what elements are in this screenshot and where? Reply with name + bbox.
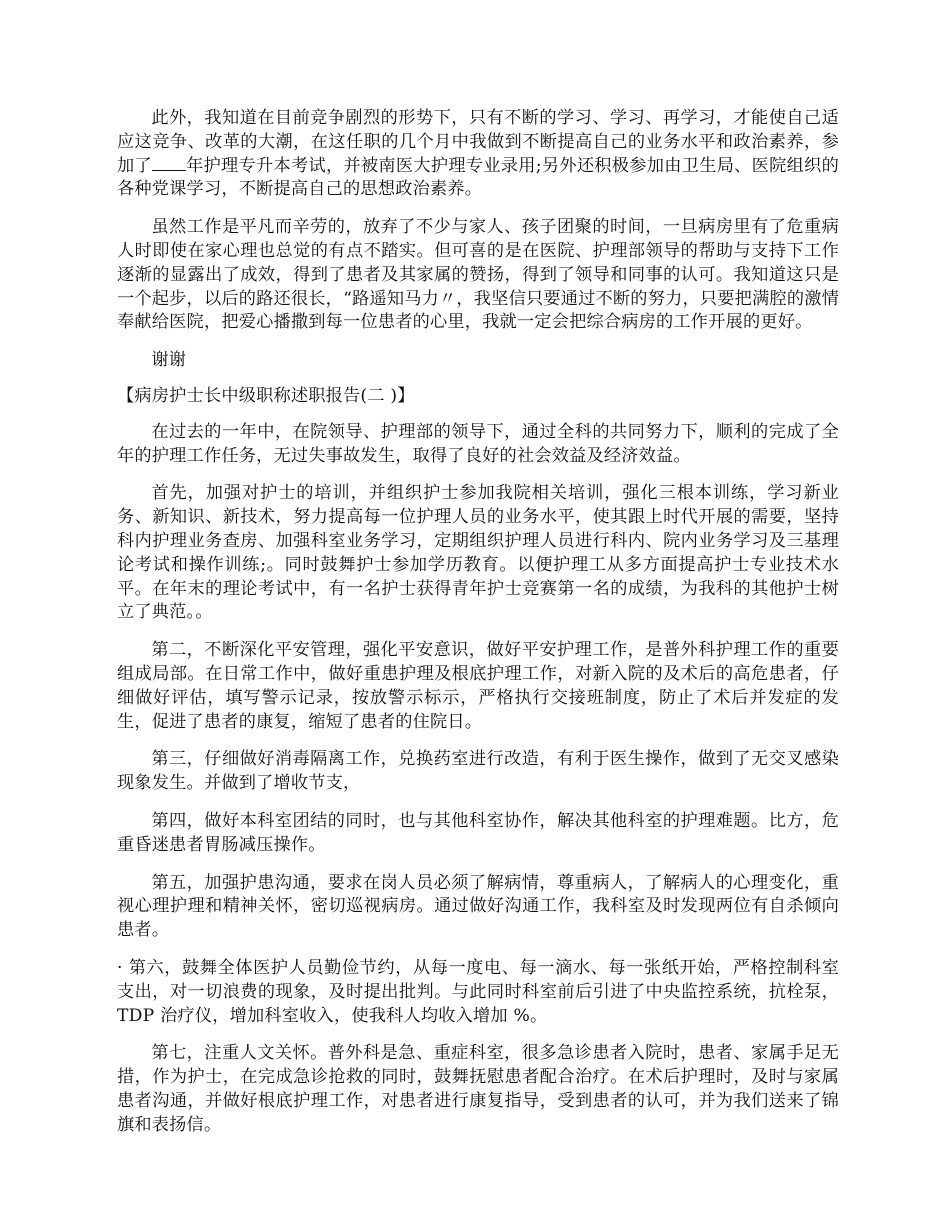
paragraph-summary: 在过去的一年中，在院领导、护理部的领导下，通过全科的共同努力下，顺利的完成了全年的护理工作任务，无过失事故发生，取得了良好的社会效益及经济效益。 <box>117 421 839 466</box>
paragraph-care: 第七，注重人文关怀。普外科是急、重症科室，很多急诊患者入院时，患者、家属手足无措，作为护士，在完成急诊抢救的同时，鼓舞抚慰患者配合治疗。在术后护理时，及时与家属患者沟通，并做好根底护理工作，对患者进行康复指导，受到患者的认可，并为我们送来了锦旗和表扬信。 <box>117 1043 839 1135</box>
section-title: 【病房护士长中级职称述职报告(二 )】 <box>117 385 415 406</box>
thanks-text: 谢谢 <box>151 350 187 371</box>
paragraph-disinfection: 第三，仔细做好消毒隔离工作，兑换药室进行改造，有利于医生操作，做到了无交叉感染现象发生。并做到了增收节支， <box>117 749 839 794</box>
paragraph-cooperation: 第四，做好本科室团结的同时，也与其他科室协作，解决其他科室的护理难题。比方，危重昏迷患者胃肠减压操作。 <box>117 810 839 855</box>
paragraph-study <box>117 107 839 202</box>
paragraph-communication: 第五，加强护患沟通，要求在岗人员必须了解病情，尊重病人，了解病人的心理变化，重视心理护理和精神关怀，密切巡视病房。通过做好沟通工作，我科室及时发现两位有自杀倾向患者。 <box>117 872 839 941</box>
paragraph-study-part1: 此外，我知道在目前竞争剧烈的形势下，只有不断的学习、学习、再学习，才能使自己适应这竞争、改革的大潮，在这任职的几个月中我做到不断提高自己的业务水平和政治素养，参加了 <box>117 108 839 176</box>
paragraph-study-part2: 年护理专升本考试，并被南医大护理专业录用;另外还积极参加由卫生局、医院组织的各种党课学习，不断提高自己的思想政治素养。 <box>117 155 839 200</box>
paragraph-thrift: · 第六，鼓舞全体医护人员勤俭节约，从每一度电、每一滴水、每一张纸开始，严格控制科室支出，对一切浪费的现象，及时提出批判。与此同时科室前后引进了中央监控系统，抗栓泵，TDP 治疗仪，增加科室收入，使我科人均收入增加 %。 <box>117 957 839 1026</box>
paragraph-work: 虽然工作是平凡而辛劳的，放弃了不少与家人、孩子团聚的时间，一旦病房里有了危重病人时即使在家心理也总觉的有点不踏实。但可喜的是在医院、护理部领导的帮助与支持下工作逐渐的显露出了成效，得到了患者及其家属的赞扬，得到了领导和同事的认可。我知道这只是一个起步，以后的路还很长，“路遥知马力〃，我坚信只要通过不断的努力，只要把满腔的激情奉献给医院，把爱心播撒到每一位患者的心里，我就一定会把综合病房的工作开展的更好。 <box>117 217 839 333</box>
blank-underline <box>152 156 186 171</box>
paragraph-safety: 第二，不断深化平安管理，强化平安意识，做好平安护理工作，是普外科护理工作的重要组成局部。在日常工作中，做好重患护理及根底护理工作，对新入院的及术后的高危患者，仔细做好评估，填写警示记录，按放警示标示，严格执行交接班制度，防止了术后并发症的发生，促进了患者的康复，缩短了患者的住院日。 <box>117 640 839 732</box>
paragraph-training: 首先，加强对护士的培训，并组织护士参加我院相关培训，强化三根本训练，学习新业务、新知识、新技术，努力提高每一位护理人员的业务水平，使其跟上时代开展的需要，坚持科内护理业务查房、加强科室业务学习，定期组织护理人员进行科内、院内业务学习及三基理论考试和操作训练;。同时鼓舞护士参加学历教育。以便护理工从多方面提高护士专业技术水平。在年末的理论考试中，有一名护士获得青年护士竞赛第一名的成绩，为我科的其他护士树立了典范。。 <box>117 483 839 623</box>
document-page <box>117 107 839 1137</box>
